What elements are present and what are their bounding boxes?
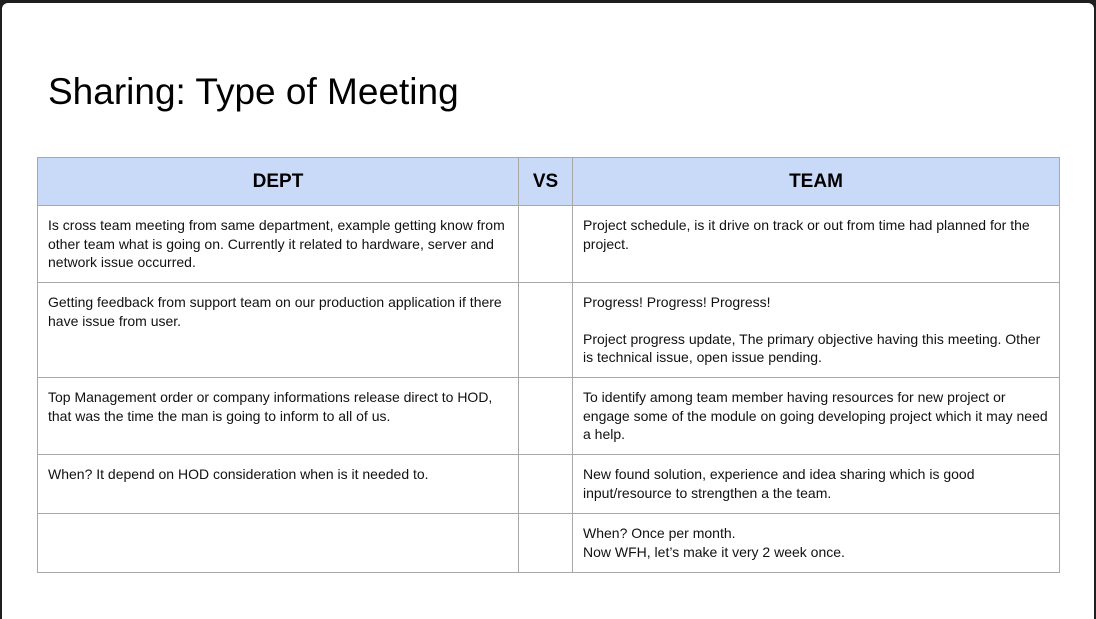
team-cell (573, 283, 1060, 378)
header-vs: VS (519, 158, 573, 206)
team-paragraph: Project progress update, The primary objective having this meeting. Other is technical issue, open issue pending. (583, 330, 1041, 365)
dept-cell: Getting feedback from support team on our production application if there have issue from user. (38, 283, 519, 378)
header-dept: DEPT (38, 158, 519, 206)
table-row (38, 378, 1060, 455)
team-cell (573, 514, 1060, 573)
vs-cell (519, 455, 573, 514)
comparison-table (37, 157, 1060, 573)
table-row (38, 455, 1060, 514)
dept-cell: Is cross team meeting from same department, example getting know from other team what is going on. Currently it related to hardware, server and network issue occurred. (38, 206, 519, 283)
vs-cell (519, 514, 573, 573)
team-cell (573, 455, 1060, 514)
vs-cell (519, 206, 573, 283)
slide (2, 3, 1094, 619)
vs-cell (519, 283, 573, 378)
dept-cell (38, 514, 519, 573)
table-header-row (38, 158, 1060, 206)
team-paragraph: When? Once per month. Now WFH, let’s make it very 2 week once. (583, 525, 845, 560)
vs-cell (519, 378, 573, 455)
table-row (38, 206, 1060, 283)
dept-cell: Top Management order or company informations release direct to HOD, that was the time the man is going to inform to all of us. (38, 378, 519, 455)
team-paragraph: Progress! Progress! Progress! (583, 294, 771, 310)
team-paragraph: New found solution, experience and idea sharing which is good input/resource to strengthen a the team. (583, 466, 975, 501)
header-team: TEAM (573, 158, 1060, 206)
team-cell (573, 206, 1060, 283)
slide-title: Sharing: Type of Meeting (48, 71, 459, 112)
team-cell (573, 378, 1060, 455)
table-row (38, 514, 1060, 573)
table-row (38, 283, 1060, 378)
team-paragraph: Project schedule, is it drive on track or out from time had planned for the project. (583, 217, 1030, 252)
team-paragraph: To identify among team member having resources for new project or engage some of the module on going developing project which it may need a help. (583, 389, 1048, 442)
dept-cell: When? It depend on HOD consideration when is it needed to. (38, 455, 519, 514)
